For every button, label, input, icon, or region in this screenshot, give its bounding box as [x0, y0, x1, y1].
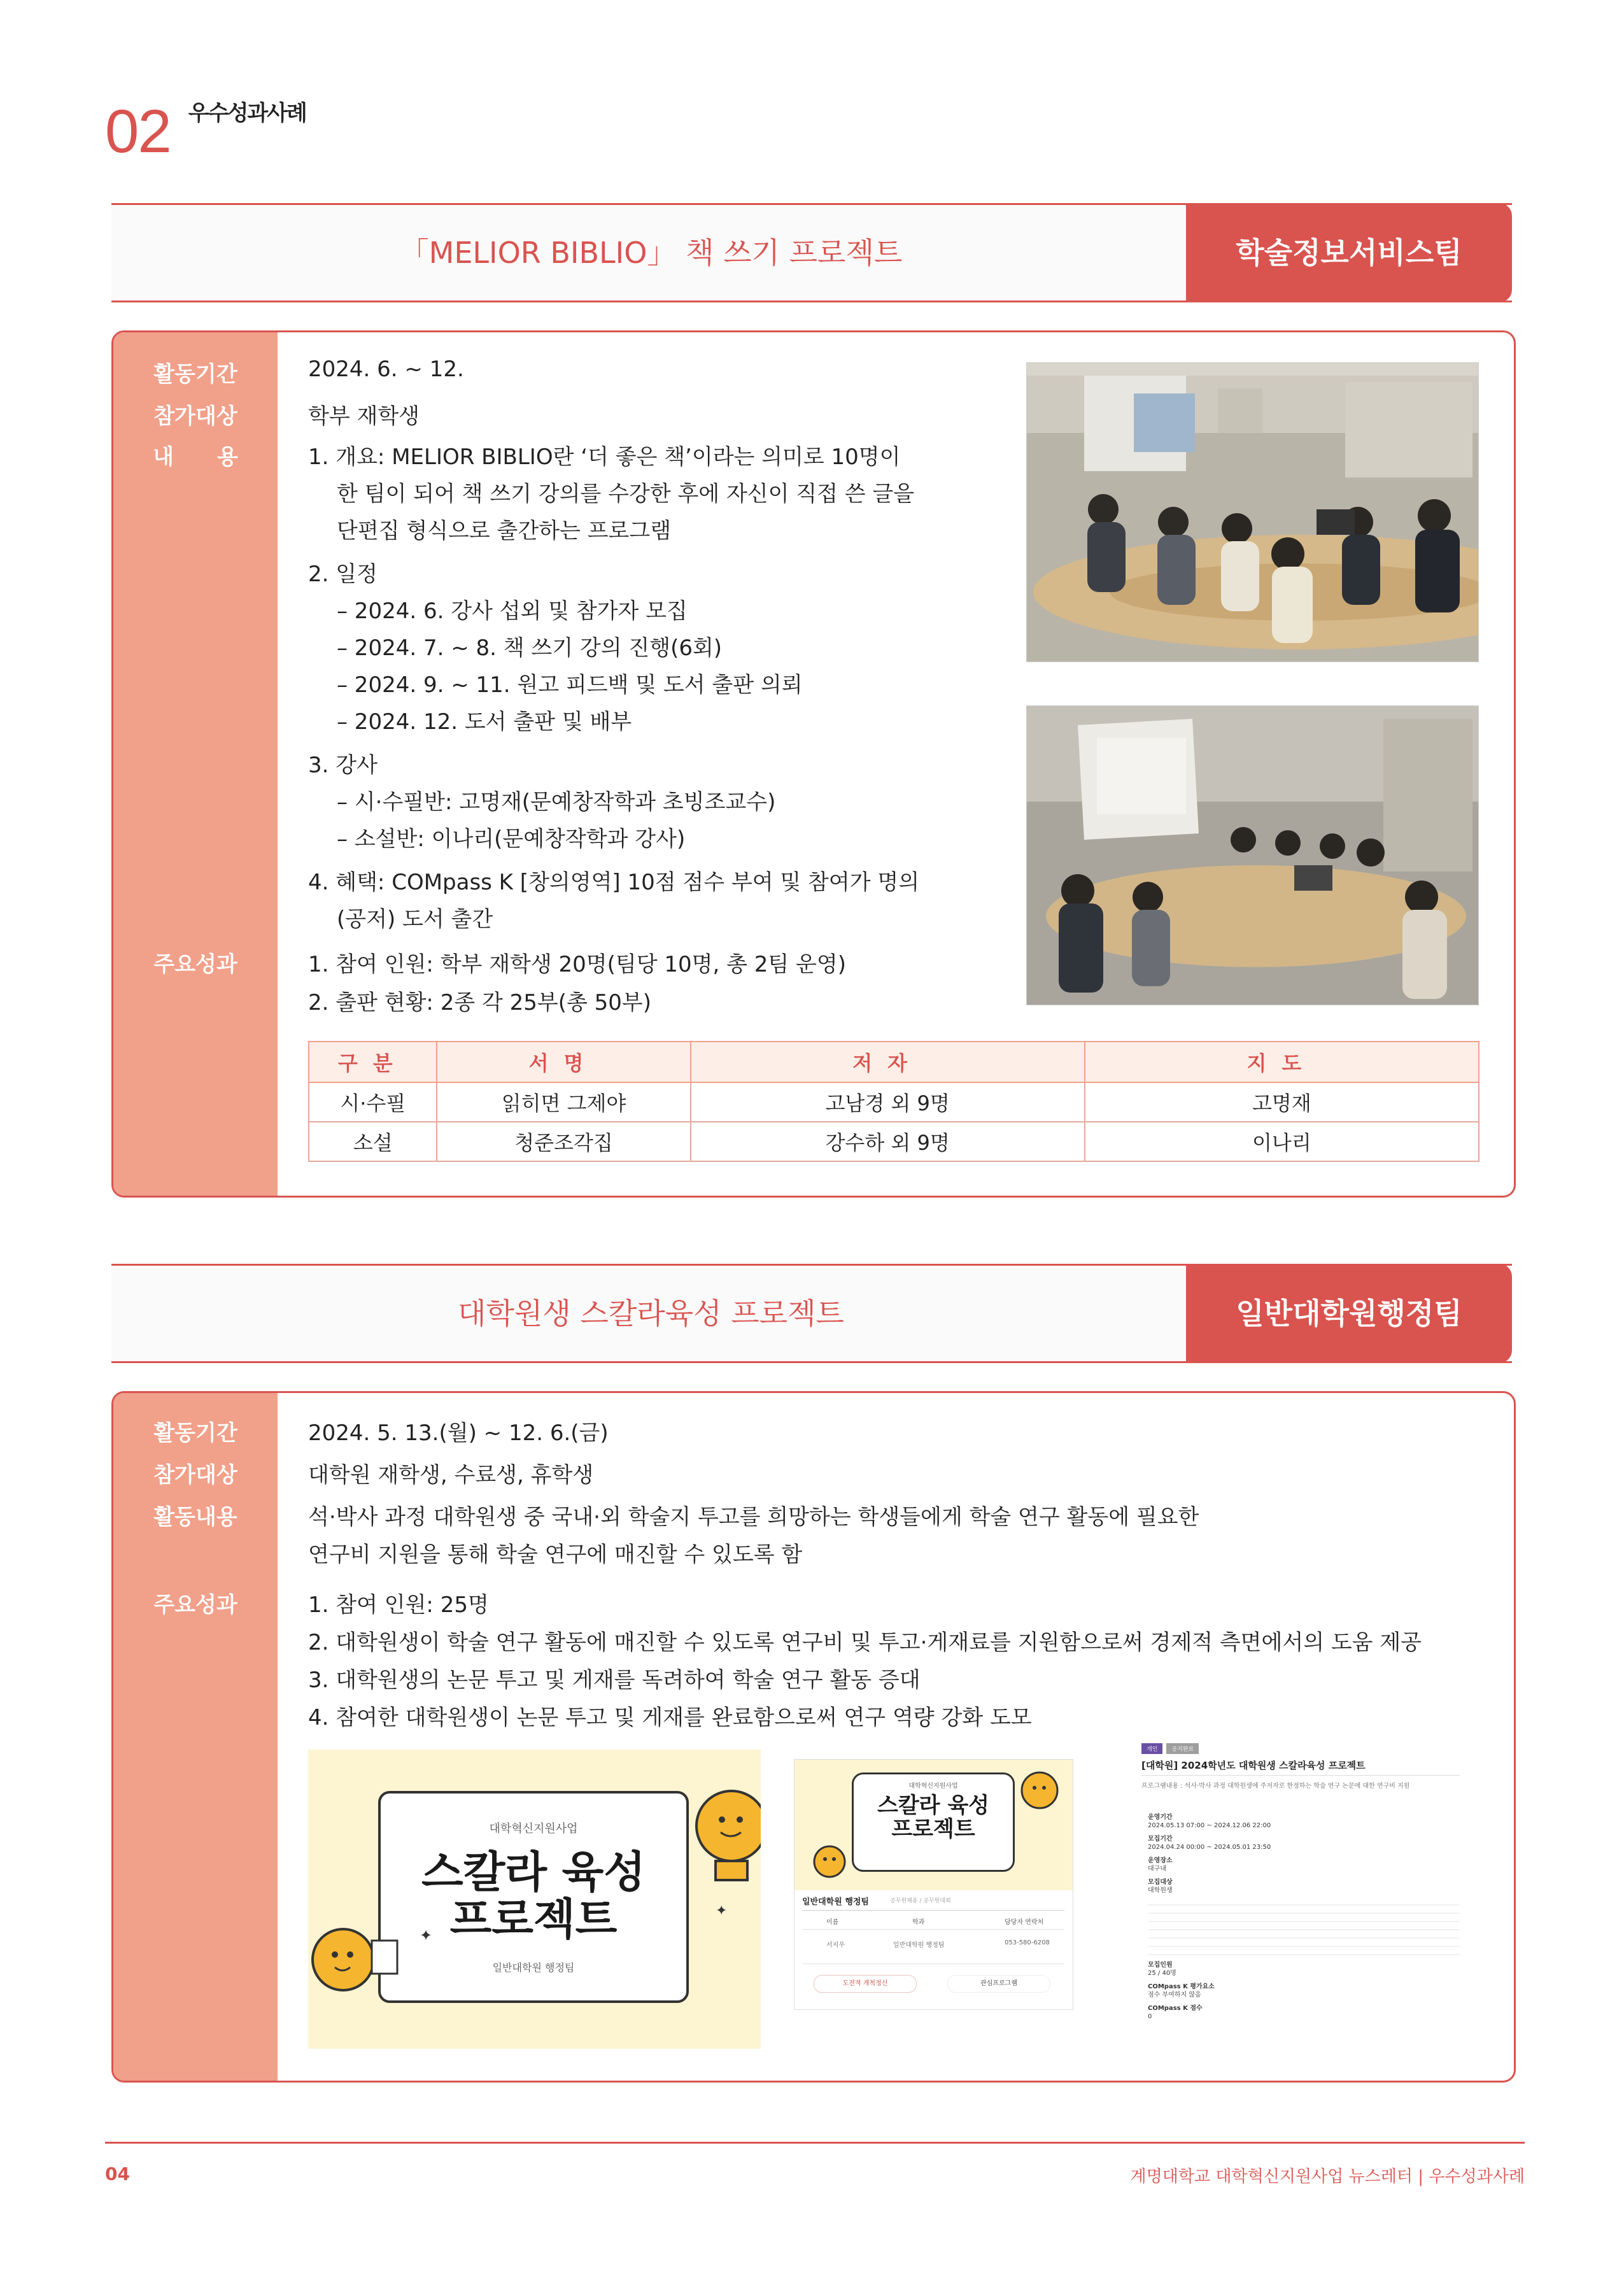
project1-name: 「MELIOR BIBLIO」 책 쓰기 프로젝트 — [399, 236, 903, 270]
project1-card — [111, 330, 1516, 1198]
content-line: 4. 혜택: COMpass K [창의영역] 10점 점수 부여 및 참여가 명의 — [308, 870, 920, 895]
notice-tag: 공지완료 — [1166, 1743, 1199, 1754]
project1-team: 학술정보서비스팀 — [1186, 203, 1512, 302]
notice-item — [1148, 2004, 1460, 2021]
poster-title-line1: 스칼라 육성 — [421, 1848, 646, 1898]
label-period: 활동기간 — [153, 1420, 237, 1446]
listing-divider — [802, 1929, 1064, 1930]
svg-text:✦: ✦ — [420, 1927, 433, 1944]
notice-item-value: 0 — [1148, 2013, 1152, 2020]
notice-item-key: 모집대상 — [1148, 1879, 1173, 1886]
listing-button[interactable]: 관심프로그램 — [947, 1975, 1050, 1993]
books-table — [308, 1041, 1479, 1162]
footer-text: 계명대학교 대학혁신지원사업 뉴스레터 | 우수성과사례 — [1130, 2167, 1525, 2186]
table-cell: 강수하 외 9명 — [691, 1122, 1085, 1161]
listing-cell: 053-580-6208 — [1005, 1939, 1050, 1946]
project1-target: 학부 재학생 — [308, 404, 420, 429]
notice-item-value: 2024.04.24 00:00 ~ 2024.05.01 23:50 — [1148, 1844, 1271, 1851]
table-header: 저자 — [691, 1042, 1085, 1082]
page-number: 04 — [105, 2163, 130, 2184]
content-line: (공저) 도서 출간 — [337, 907, 493, 932]
notice-item-key: 운영기간 — [1148, 1814, 1173, 1821]
program-listing-screenshot — [794, 1759, 1073, 2010]
content-line: 석·박사 과정 대학원생 중 국내·외 학술지 투고를 희망하는 학생들에게 학술 연구 활동에 필요한 — [308, 1504, 1199, 1530]
notice-item — [1148, 1835, 1460, 1851]
content-line: 1. 개요: MELIOR BIBLIO란 ‘더 좋은 책’이라는 의미로 10명이 — [308, 444, 901, 470]
label-target: 참가대상 — [153, 404, 237, 429]
project2-label-column — [113, 1393, 278, 2081]
notice-item-key: 모집기간 — [1148, 1836, 1173, 1843]
content-line: – 시·수필반: 고명재(문예창작학과 초빙조교수) — [337, 789, 776, 815]
poster-program: 대학혁신지원사업 — [489, 1822, 578, 1836]
content-line: – 2024. 9. ~ 11. 원고 피드백 및 도서 출판 의뢰 — [337, 672, 803, 698]
project2-target: 대학원 재학생, 수료생, 휴학생 — [308, 1462, 594, 1488]
content-line: 한 팀이 되어 책 쓰기 강의를 수강한 후에 자신이 직접 쓴 글을 — [337, 481, 915, 507]
section-number: 02 — [105, 97, 171, 166]
results-line: 1. 참여 인원: 학부 재학생 20명(팀당 10명, 총 2팀 운영) — [308, 952, 847, 977]
table-cell: 고명재 — [1085, 1082, 1479, 1122]
notice-divider — [1141, 1775, 1460, 1776]
notice-tags — [1141, 1743, 1199, 1754]
notice-item — [1148, 1857, 1460, 1873]
classroom-photo-1 — [1026, 362, 1479, 662]
listing-divider — [802, 1910, 1064, 1911]
poster-title-line2: 프로젝트 — [449, 1895, 618, 1945]
notice-item-value: 2024.05.13 07:00 ~ 2024.12.06 22:00 — [1148, 1822, 1271, 1829]
project1-header — [111, 203, 1512, 302]
listing-button[interactable]: 도전적 개척정신 — [814, 1975, 917, 1993]
table-cell: 고남경 외 9명 — [691, 1082, 1085, 1122]
project2-header — [111, 1264, 1512, 1363]
listing-team: 일반대학원 행정팀 — [802, 1897, 869, 1907]
table-header: 지도 — [1085, 1042, 1479, 1082]
classroom-photo-2 — [1026, 705, 1479, 1005]
table-cell: 시·수필 — [309, 1082, 437, 1122]
listing-col: 학과 — [912, 1919, 925, 1926]
label-results: 주요성과 — [153, 1592, 237, 1618]
notice-items — [1148, 1813, 1460, 2026]
listing-mascot — [794, 1760, 1073, 1890]
notice-item-value: 25 / 40명 — [1148, 1970, 1176, 1977]
listing-banner-title-line1: 스칼라 육성 — [877, 1793, 990, 1818]
notice-item — [1148, 1878, 1460, 1956]
notice-item-value: 대학원생 — [1148, 1887, 1173, 1894]
notice-title: [대학원] 2024학년도 대학원생 스칼라육성 프로젝트 — [1141, 1760, 1366, 1771]
footer-divider — [105, 2142, 1525, 2144]
notice-desc: 프로그램내용 : 석사·박사 과정 대학원생에 주저자로 한정하는 학술 연구 논문에 대한 연구비 지원 — [1141, 1783, 1410, 1790]
notice-target-grid — [1148, 1897, 1460, 1956]
program-notice-screenshot — [1141, 1743, 1472, 2049]
content-line: – 2024. 12. 도서 출판 및 배부 — [337, 709, 632, 735]
project2-period: 2024. 5. 13.(월) ~ 12. 6.(금) — [308, 1420, 609, 1446]
notice-item — [1148, 1983, 1460, 1999]
results-line: 2. 대학원생이 학술 연구 활동에 매진할 수 있도록 연구비 및 투고·게재료를 지원함으로써 경제적 측면에서의 도움 제공 — [308, 1630, 1422, 1655]
notice-item-key: 모집인원 — [1148, 1962, 1173, 1969]
project1-period: 2024. 6. ~ 12. — [308, 357, 464, 382]
table-cell: 청준조각집 — [437, 1122, 690, 1161]
results-line: 1. 참여 인원: 25명 — [308, 1592, 489, 1618]
label-period: 활동기간 — [153, 362, 237, 387]
label-results: 주요성과 — [153, 952, 237, 977]
label-target: 참가대상 — [153, 1462, 237, 1488]
notice-item-value: 대구내 — [1148, 1865, 1166, 1872]
listing-cell: 서지우 — [826, 1942, 845, 1949]
poster-dept: 일반대학원 행정팀 — [492, 1962, 575, 1974]
notice-item — [1148, 1961, 1460, 1977]
table-header: 서명 — [437, 1042, 690, 1082]
table-header: 구분 — [309, 1042, 437, 1082]
listing-col: 이름 — [826, 1919, 839, 1926]
table-cell: 소설 — [309, 1122, 437, 1161]
notice-tag: 개인 — [1141, 1743, 1162, 1754]
listing-cell: 일반대학원 행정팀 — [893, 1942, 945, 1949]
content-line: – 2024. 7. ~ 8. 책 쓰기 강의 진행(6회) — [337, 635, 723, 661]
table-row — [309, 1082, 1479, 1122]
results-line: 3. 대학원생의 논문 투고 및 게재를 독려하여 학술 연구 활동 증대 — [308, 1667, 921, 1693]
listing-banner-program: 대학혁신지원사업 — [908, 1783, 958, 1790]
content-line: 3. 강사 — [308, 753, 378, 778]
section-title-text: 우수성과사례 — [188, 101, 306, 126]
table-cell: 읽히면 그제야 — [437, 1082, 690, 1122]
notice-item-key: 운영장소 — [1148, 1857, 1173, 1864]
table-cell: 이나리 — [1085, 1122, 1479, 1161]
content-line: – 소설반: 이나리(문예창작학과 강사) — [337, 826, 686, 852]
label-content: 활동내용 — [153, 1504, 237, 1530]
notice-item-key: COMpass K 평가요소 — [1148, 1983, 1215, 1990]
mascot-illustration — [308, 1750, 761, 2049]
svg-text:✦: ✦ — [716, 1903, 728, 1919]
project2-team: 일반대학원행정팀 — [1186, 1264, 1512, 1363]
content-line: 2. 일정 — [308, 562, 378, 587]
table-row — [309, 1122, 1479, 1161]
listing-col: 담당자 연락처 — [1005, 1919, 1044, 1926]
project2-name: 대학원생 스칼라육성 프로젝트 — [458, 1296, 844, 1331]
results-line: 4. 참여한 대학원생이 논문 투고 및 게재를 완료함으로써 연구 역량 강화 도모 — [308, 1705, 1032, 1730]
content-line: 단편집 형식으로 출간하는 프로그램 — [337, 518, 672, 544]
listing-banner-title-line2: 프로젝트 — [891, 1816, 975, 1842]
project2-card — [111, 1391, 1516, 2083]
section-title — [105, 96, 306, 167]
table-header-row — [309, 1042, 1479, 1082]
content-line: – 2024. 6. 강사 섭외 및 참가자 모집 — [337, 598, 688, 624]
content-line: 연구비 지원을 통해 학술 연구에 매진할 수 있도록 함 — [308, 1542, 803, 1567]
scholar-project-poster — [308, 1750, 761, 2049]
label-content: 내 용 — [153, 444, 238, 470]
results-line: 2. 출판 현황: 2종 각 25부(총 50부) — [308, 990, 652, 1015]
notice-item-key: COMpass K 점수 — [1148, 2005, 1203, 2012]
notice-item-value: 점수 부여하지 않음 — [1148, 1991, 1201, 1999]
notice-item — [1148, 1813, 1460, 1830]
listing-sub: 공무원채용 / 공무원대회 — [890, 1898, 951, 1904]
listing-divider — [802, 1963, 1064, 1964]
